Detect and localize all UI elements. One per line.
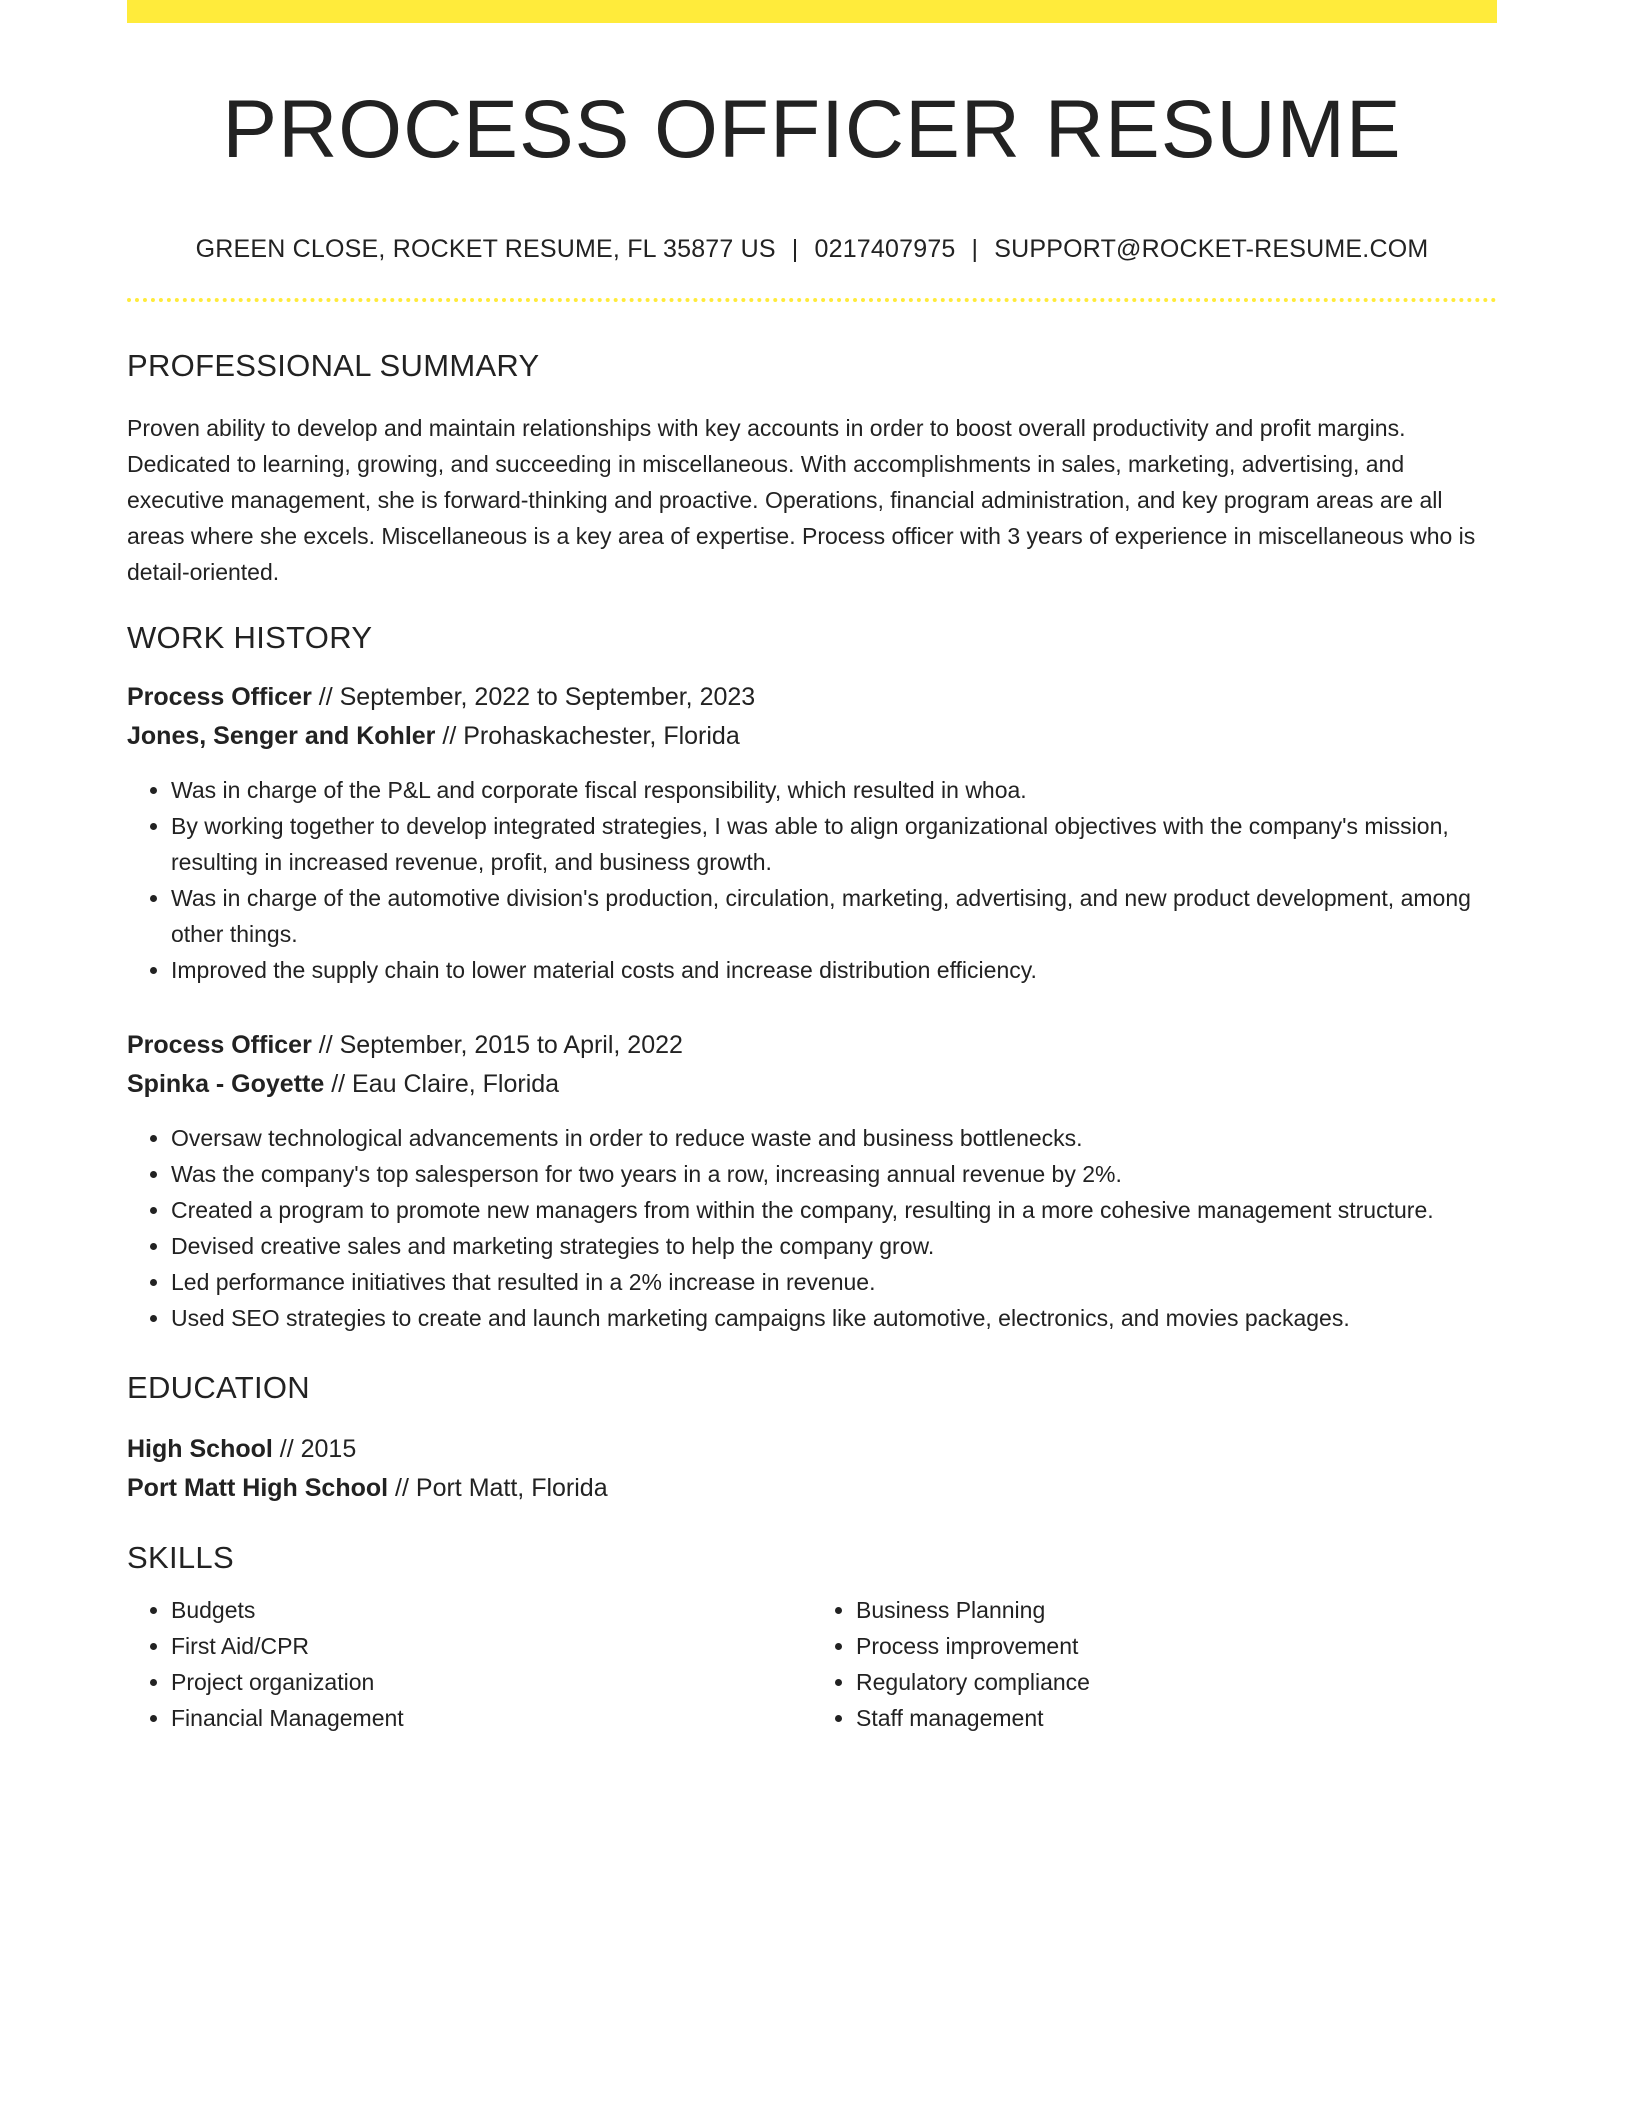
skill-item: • Process improvement xyxy=(856,1628,1497,1664)
resume-page xyxy=(127,0,1497,1736)
skill-item: • Staff management xyxy=(856,1700,1497,1736)
list-item: • Created a program to promote new managers from within the company, resulting in a more cohesive management structure. xyxy=(171,1192,1497,1228)
section-title-education: EDUCATION xyxy=(127,1370,310,1406)
list-item: • Used SEO strategies to create and launch marketing campaigns like automotive, electronics, and movies packages. xyxy=(171,1300,1497,1336)
education-year: // 2015 xyxy=(272,1435,357,1464)
section-title-skills: SKILLS xyxy=(127,1540,234,1576)
job-company: Jones, Senger and Kohler xyxy=(127,722,436,751)
skill-item: • First Aid/CPR xyxy=(171,1628,812,1664)
job-position: Process Officer xyxy=(127,1031,312,1060)
resume-title: PROCESS OFFICER RESUME xyxy=(222,84,1402,175)
skill-item: • Financial Management xyxy=(171,1700,812,1736)
list-item: • Was the company's top salesperson for two years in a row, increasing annual revenue by 2%. xyxy=(171,1156,1497,1192)
contact-phone: 0217407975 xyxy=(814,235,956,264)
job-bullets xyxy=(127,1120,1497,1336)
job-company-line xyxy=(127,717,1497,756)
list-item: • By working together to develop integrated strategies, I was able to align organizational objectives with the company's mission, resulting in increased revenue, profit, and business growth. xyxy=(171,808,1497,880)
list-item: • Was in charge of the automotive division's production, circulation, marketing, advertising, and new product development, among other things. xyxy=(171,880,1497,952)
education-degree-line xyxy=(127,1430,1497,1469)
list-item: • Oversaw technological advancements in order to reduce waste and business bottlenecks. xyxy=(171,1120,1497,1156)
skills-column-left xyxy=(127,1592,812,1736)
education-entry xyxy=(127,1430,1497,1508)
job-company: Spinka - Goyette xyxy=(127,1070,325,1099)
education-school-line xyxy=(127,1469,1497,1508)
contact-address: GREEN CLOSE, ROCKET RESUME, FL 35877 US xyxy=(195,235,776,264)
job-title-line xyxy=(127,678,1497,717)
contact-email[interactable]: SUPPORT@ROCKET-RESUME.COM xyxy=(994,235,1429,264)
skill-item: • Business Planning xyxy=(856,1592,1497,1628)
job-dates: // September, 2015 to April, 2022 xyxy=(311,1031,683,1060)
skills-grid xyxy=(127,1592,1497,1736)
contact-separator: | xyxy=(971,235,979,264)
contact-separator: | xyxy=(791,235,799,264)
job-company-line xyxy=(127,1065,1497,1104)
job-entry xyxy=(127,678,1497,988)
list-item: • Led performance initiatives that resulted in a 2% increase in revenue. xyxy=(171,1264,1497,1300)
job-dates: // September, 2022 to September, 2023 xyxy=(311,683,756,712)
dotted-divider xyxy=(127,298,1497,302)
list-item: • Improved the supply chain to lower material costs and increase distribution efficiency. xyxy=(171,952,1497,988)
job-bullets xyxy=(127,772,1497,988)
list-item: • Was in charge of the P&L and corporate fiscal responsibility, which resulted in whoa. xyxy=(171,772,1497,808)
accent-top-bar xyxy=(127,0,1497,23)
section-title-summary: PROFESSIONAL SUMMARY xyxy=(127,348,540,384)
section-title-work-history: WORK HISTORY xyxy=(127,620,373,656)
skills-column-right xyxy=(812,1592,1497,1736)
contact-line xyxy=(127,235,1497,264)
skill-item: • Budgets xyxy=(171,1592,812,1628)
list-item: • Devised creative sales and marketing strategies to help the company grow. xyxy=(171,1228,1497,1264)
education-degree: High School xyxy=(127,1435,273,1464)
education-school: Port Matt High School xyxy=(127,1474,389,1503)
job-title-line xyxy=(127,1026,1497,1065)
job-location: // Prohaskachester, Florida xyxy=(435,722,740,751)
skill-item: • Project organization xyxy=(171,1664,812,1700)
skill-item: • Regulatory compliance xyxy=(856,1664,1497,1700)
job-position: Process Officer xyxy=(127,683,312,712)
summary-text: Proven ability to develop and maintain relationships with key accounts in order to boost overall productivity and profit margins. Dedicated to learning, growing, and succeeding in miscellaneous. With accomplishments in sales, marketing, advertising, and executive management, she is forward-thinking and proactive. Operations, financial administration, and key program areas are all areas where she excels. Miscellaneous is a key area of expertise. Process officer with 3 years of experience in miscellaneous who is detail-oriented. xyxy=(127,415,1476,586)
job-entry xyxy=(127,1026,1497,1336)
education-location: // Port Matt, Florida xyxy=(388,1474,608,1503)
job-location: // Eau Claire, Florida xyxy=(324,1070,560,1099)
